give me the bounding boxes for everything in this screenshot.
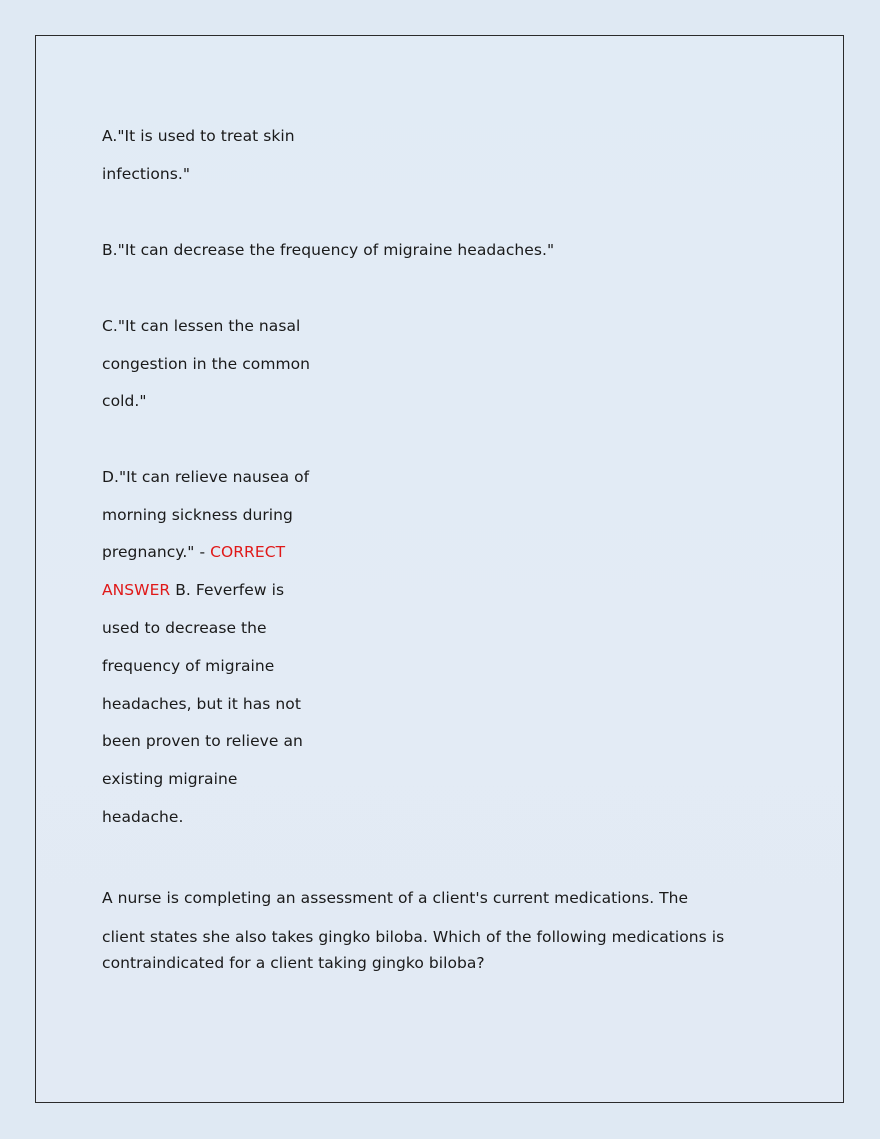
answer-line-5: been proven to relieve an xyxy=(102,732,303,750)
question-line-3: contraindicated for a client taking gingko biloba? xyxy=(102,954,485,972)
answer-line-6: existing migraine xyxy=(102,770,238,788)
option-b-line-1: B."It can decrease the frequency of migraine headaches." xyxy=(102,241,555,259)
option-d-line-3-text: pregnancy." - xyxy=(102,543,211,561)
correct-label: CORRECT xyxy=(210,543,286,561)
option-d-line-1: D."It can relieve nausea of xyxy=(102,468,310,486)
answer-line-7: headache. xyxy=(102,808,184,826)
answer-line-2: used to decrease the xyxy=(102,619,267,637)
option-d-line-3 xyxy=(102,542,285,562)
answer-line-1-text: B. Feverfew is xyxy=(170,581,285,599)
answer-line-3: frequency of migraine xyxy=(102,657,275,675)
option-a-line-1: A."It is used to treat skin xyxy=(102,127,295,145)
option-c-line-2: congestion in the common xyxy=(102,355,311,373)
question-line-1: A nurse is completing an assessment of a client's current medications. The xyxy=(102,889,689,907)
answer-line-1 xyxy=(102,580,284,600)
option-c-line-1: C."It can lessen the nasal xyxy=(102,317,301,335)
answer-line-4: headaches, but it has not xyxy=(102,695,301,713)
option-c-line-3: cold." xyxy=(102,392,147,410)
answer-label: ANSWER xyxy=(102,581,171,599)
option-d-line-2: morning sickness during xyxy=(102,506,293,524)
option-a-line-2: infections." xyxy=(102,165,191,183)
question-line-2: client states she also takes gingko biloba. Which of the following medications is xyxy=(102,928,725,946)
